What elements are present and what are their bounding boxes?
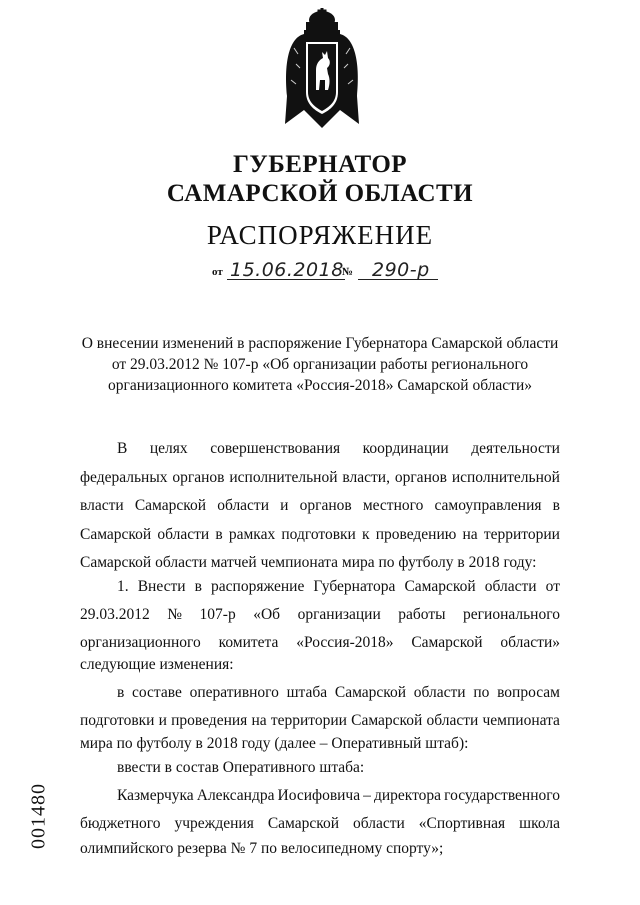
body-word: мира по футболу в 2018 году (далее – Оперативный штаб):	[80, 735, 469, 752]
body-word: Самарской	[267, 815, 340, 832]
body-word: на	[462, 526, 478, 543]
body-word: органов	[394, 469, 447, 486]
body-word: организации	[297, 606, 381, 623]
body-word: №	[167, 606, 183, 623]
body-word: области	[217, 497, 270, 514]
body-word: штаба	[286, 684, 328, 701]
body-word: работы	[398, 606, 446, 623]
body-word: Губернатора	[313, 578, 396, 595]
number-label: №	[342, 266, 354, 278]
body-word: области	[157, 526, 210, 543]
body-word: власти	[80, 497, 124, 514]
body-word: Внести	[137, 578, 186, 595]
body-word: ввести в состав Оперативного штаба:	[117, 759, 365, 776]
subject-line: от 29.03.2012 № 107-р «Об организации работы регионального	[111, 356, 529, 373]
body-word: и	[158, 712, 167, 729]
body-word: вопросам	[497, 684, 560, 701]
body-word: Самарской области матчей чемпионата мира по футболу в 2018 году:	[80, 554, 537, 571]
body-word: «Об	[253, 606, 281, 623]
body-word: проведению	[375, 526, 457, 543]
body-word: области	[484, 578, 537, 595]
subject-line: организационного комитета «Россия-2018» Самарской области»	[107, 377, 533, 394]
body-word: области	[413, 684, 466, 701]
org-title-line1: ГУБЕРНАТОР	[232, 151, 408, 178]
body-line	[80, 840, 560, 860]
body-line	[80, 526, 560, 546]
body-word: учреждения	[174, 815, 254, 832]
body-line	[80, 656, 560, 676]
body-word: Самарской	[411, 634, 483, 651]
body-word: в	[552, 497, 560, 514]
body-word: федеральных	[80, 469, 168, 486]
body-line	[80, 606, 560, 626]
body-word: территории	[483, 526, 560, 543]
body-word: государственного	[444, 787, 560, 804]
body-word: Самарской	[80, 526, 152, 543]
subject-line: О внесении изменений в распоряжение Губернатора Самарской области	[81, 335, 559, 352]
body-word: составе	[132, 684, 182, 701]
body-word: 29.03.2012	[80, 606, 150, 623]
body-word: координации	[362, 440, 449, 457]
body-word: совершенствования	[210, 440, 341, 457]
body-word: комитета	[218, 634, 279, 651]
body-line	[80, 554, 560, 574]
body-word: школа	[519, 815, 560, 832]
body-word: В	[117, 440, 128, 457]
body-line	[80, 712, 560, 732]
body-word: области»	[500, 634, 560, 651]
body-word: рамках	[228, 526, 276, 543]
body-word: власти,	[342, 469, 390, 486]
body-word: области	[353, 815, 405, 832]
registration-stamp	[28, 768, 50, 863]
number-value: 290-р	[372, 259, 430, 281]
body-line	[80, 497, 560, 517]
body-word: Казмерчука	[117, 787, 194, 804]
body-line	[117, 440, 560, 460]
body-word: 107-р	[199, 606, 236, 623]
body-word: регионального	[463, 606, 560, 623]
body-word: от	[545, 578, 560, 595]
body-word: проведения	[171, 712, 248, 729]
body-word: чемпионата	[482, 712, 560, 729]
body-word: оперативного	[189, 684, 279, 701]
body-word: в	[194, 578, 202, 595]
body-word: целях	[149, 440, 188, 457]
body-word: Самарской	[134, 497, 207, 514]
body-line	[117, 684, 560, 704]
body-word: к	[362, 526, 370, 543]
body-word: следующие изменения:	[80, 656, 234, 673]
body-word: Александра	[196, 787, 275, 804]
body-line	[80, 735, 560, 755]
body-word: 1.	[117, 578, 129, 595]
body-line	[117, 759, 560, 779]
body-word: в	[215, 526, 223, 543]
body-word: Самарской	[404, 578, 476, 595]
body-word: области	[426, 712, 479, 729]
body-line	[117, 787, 560, 807]
date-label: от	[212, 266, 223, 278]
document-type-title: РАСПОРЯЖЕНИЕ	[206, 220, 434, 250]
body-word: местного	[362, 497, 424, 514]
body-word: «Спортивная	[418, 815, 506, 832]
body-line	[80, 634, 560, 654]
body-word: в	[117, 684, 125, 701]
body-word: Самарской	[351, 712, 423, 729]
body-word: подготовки	[281, 526, 356, 543]
body-word: органов	[299, 497, 352, 514]
body-line	[117, 578, 560, 598]
body-word: Самарской	[334, 684, 407, 701]
body-word: –	[363, 787, 371, 804]
body-word: «Россия-2018»	[296, 634, 394, 651]
date-value: 15.06.2018	[230, 259, 344, 281]
stamp-number: 001480	[27, 782, 50, 849]
body-word: бюджетного	[80, 815, 161, 832]
body-word: самоуправления	[434, 497, 542, 514]
body-word: органов	[172, 469, 225, 486]
body-word: деятельности	[471, 440, 560, 457]
body-word: директора	[373, 787, 442, 804]
body-word: распоряжение	[211, 578, 305, 595]
body-word: исполнительной	[229, 469, 338, 486]
document-body	[80, 0, 560, 905]
body-word: исполнительной	[451, 469, 560, 486]
body-word: по	[473, 684, 490, 701]
body-word: организационного	[80, 634, 201, 651]
body-word: и	[280, 497, 289, 514]
body-word: Иосифовича	[277, 787, 361, 804]
org-title-line2: САМАРСКОЙ ОБЛАСТИ	[166, 180, 474, 207]
body-line	[80, 815, 560, 835]
body-word: олимпийского резерва № 7 по велосипедному спорту»;	[80, 840, 444, 857]
body-word: на	[251, 712, 267, 729]
body-word: территории	[270, 712, 347, 729]
body-word: подготовки	[80, 712, 155, 729]
body-line	[80, 469, 560, 489]
